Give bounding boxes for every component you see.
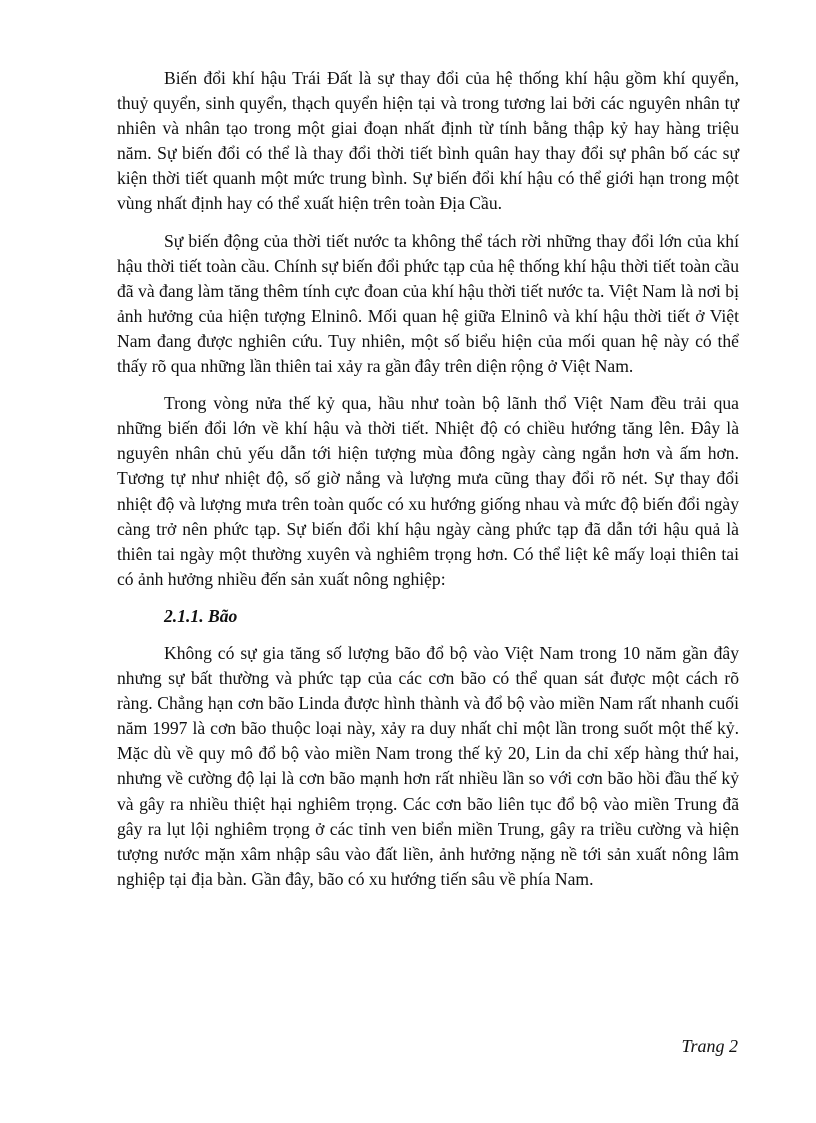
paragraph-storms: Không có sự gia tăng số lượng bão đổ bộ vào Việt Nam trong 10 năm gần đây nhưng sự bất thường và phức tạp của các cơn bão có thể quan sát được một cách rõ ràng. Chẳng hạn cơn bão Linda được hình thành và đổ bộ vào miền Nam rất nhanh cuối năm 1997 là cơn bão thuộc loại này, xảy ra duy nhất chỉ một lần trong suốt một thế kỷ. Mặc dù về quy mô đổ bộ vào miền Nam trong thế kỷ 20, Lin da chỉ xếp hàng thứ hai, nhưng về cường độ lại là cơn bão mạnh hơn rất nhiều lần so với cơn bão hồi đầu thế kỷ và gây ra nhiều thiệt hại nghiêm trọng. Các cơn bão liên tục đổ bộ vào miền Trung đã gây ra lụt lội nghiêm trọng ở các tỉnh ven biển miền Trung, gây ra triều cường và hiện tượng nước mặn xâm nhập sâu vào đất liền, ảnh hưởng nặng nề tới sản xuất nông lâm nghiệp tại địa bàn. Gần đây, bão có xu hướng tiến sâu về phía Nam. [117, 642, 739, 889]
paragraph-climate-change-definition: Biến đổi khí hậu Trái Đất là sự thay đổi của hệ thống khí hậu gồm khí quyển, thuỷ quyển, sinh quyển, thạch quyển hiện tại và trong tương lai bởi các nguyên nhân tự nhiên và nhân tạo trong một giai đoạn nhất định từ tính bằng thập kỷ hay hàng triệu năm. Sự biến đổi có thể là thay đổi thời tiết bình quân hay thay đổi sự phân bố các sự kiện thời tiết quanh một mức trung bình. Sự biến đổi khí hậu có thể giới hạn trong một vùng nhất định hay có thể xuất hiện trên toàn Địa Cầu. [117, 68, 739, 214]
paragraph-vietnam-weather: Sự biến động của thời tiết nước ta không thể tách rời những thay đổi lớn của khí hậu thời tiết toàn cầu. Chính sự biến đổi phức tạp của hệ thống khí hậu thời tiết toàn cầu đã và đang làm tăng thêm tính cực đoan của khí hậu thời tiết nước ta. Việt Nam là nơi bị ảnh hưởng của hiện tượng Elninô. Mối quan hệ giữa Elninô và khí hậu thời tiết ở Việt Nam đang được nghiên cứu. Tuy nhiên, một số biểu hiện của mối quan hệ này có thể thấy rõ qua những lần thiên tai xảy ra gần đây trên diện rộng ở Việt Nam. [117, 230, 739, 377]
page-number: Trang 2 [681, 1036, 738, 1056]
paragraph-half-century-changes: Trong vòng nửa thế kỷ qua, hầu như toàn bộ lãnh thổ Việt Nam đều trải qua những biến đổi lớn về khí hậu và thời tiết. Nhiệt độ có chiều hướng tăng lên. Đây là nguyên nhân chủ yếu dẫn tới hiện tượng mùa đông ngày càng ngắn hơn và ấm hơn. Tương tự như nhiệt độ, số giờ nắng và lượng mưa cũng thay đổi rõ nét. Sự thay đổi nhiệt độ và lượng mưa trên toàn quốc có xu hướng giống nhau và mức độ biến đổi ngày càng trở nên phức tạp. Sự biến đổi khí hậu ngày càng phức tạp đã dẫn tới hậu quả là thiên tai ngày một thường xuyên và nghiêm trọng hơn. Có thể liệt kê mấy loại thiên tai có ảnh hưởng nhiều đến sản xuất nông nghiệp: [117, 393, 739, 589]
section-heading-storms: 2.1.1. Bão [164, 605, 238, 626]
document-page [117, 66, 739, 904]
